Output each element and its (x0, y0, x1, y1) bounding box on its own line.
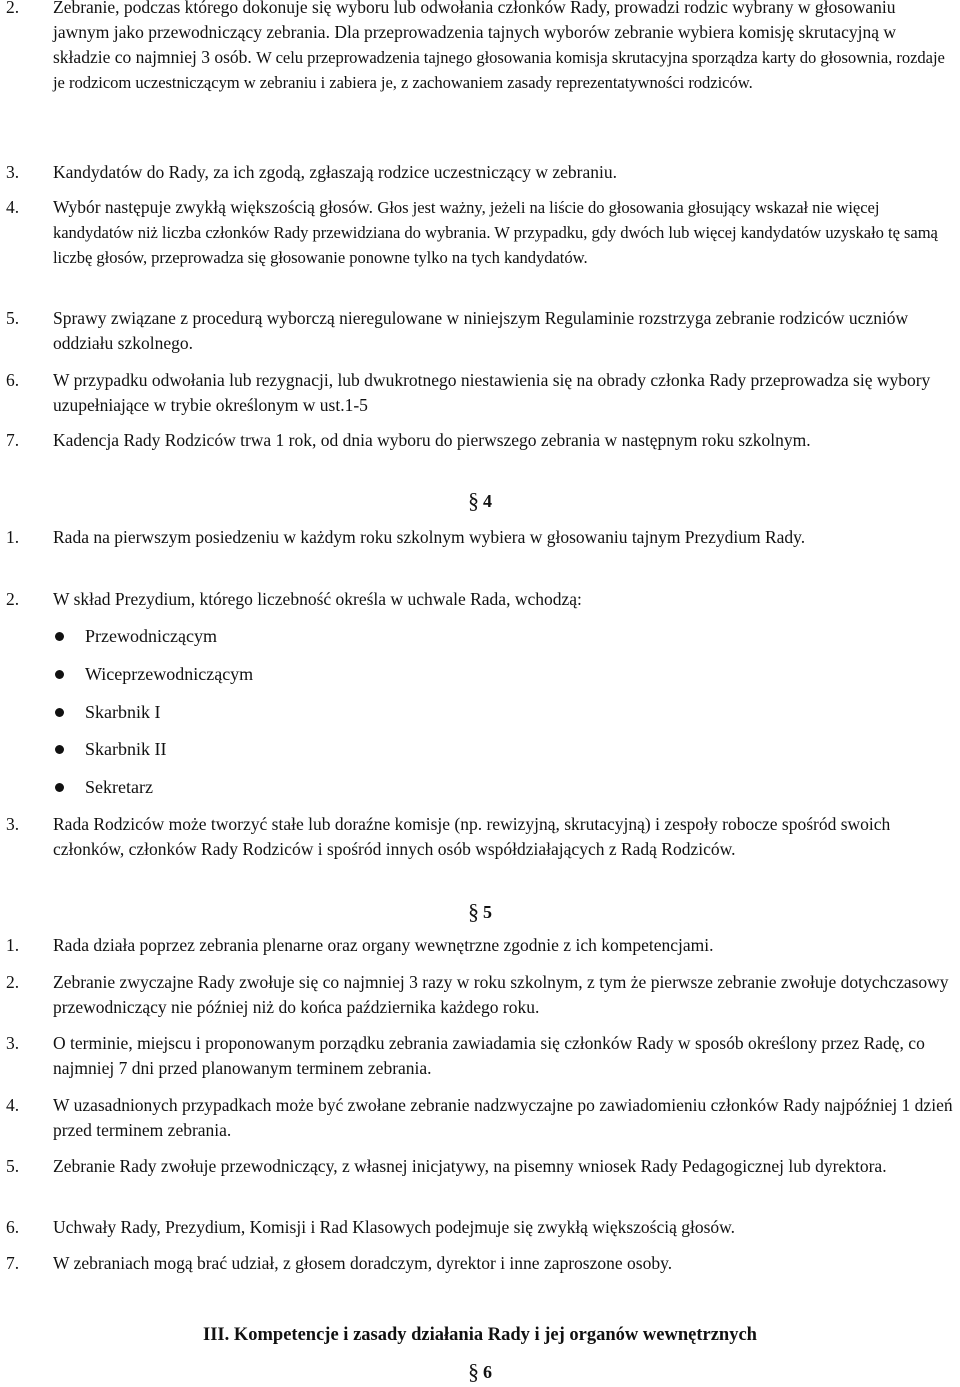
list-item (6, 1215, 956, 1240)
bullet-text: Sekretarz (85, 777, 153, 797)
section-symbol: § (468, 899, 479, 924)
item-text: Zebranie Rady zwołuje przewodniczący, z własnej inicjatywy, na pisemny wniosek Rady Pedagogicznej lub dyrektora. (53, 1156, 887, 1176)
item-number: 2. (6, 0, 20, 17)
list-item (6, 933, 956, 958)
item-number: 2. (6, 972, 20, 992)
section-number: 6 (483, 1362, 492, 1382)
bullet-dot (55, 708, 64, 717)
section-number: 4 (483, 491, 492, 511)
list-item (6, 0, 956, 95)
item-text: Zebranie zwyczajne Rady zwołuje się co najmniej 3 razy w roku szkolnym, z tym że pierwsze zebranie zwołuje dotychczasowy przewodniczący nie później niż do końca października każdego roku. (53, 972, 949, 1017)
bullet-dot (55, 783, 64, 792)
item-number: 1. (6, 527, 20, 547)
bullet-item (55, 775, 153, 800)
list-item (6, 160, 956, 185)
item-number: 3. (6, 162, 20, 182)
bullet-dot (55, 670, 64, 679)
bullet-text: Wiceprzewodniczącym (85, 664, 254, 684)
item-text-continued: W celu przeprowadzenia tajnego głosowania komisja skrutacyjna sporządza karty do głosownia, rozdaje je rodzicom uczestniczącym w zebraniu i zabiera je, z zachowaniem zasady reprezentatywności rodziców. (53, 48, 945, 92)
list-item (6, 1093, 956, 1143)
bullet-dot (55, 632, 64, 641)
list-item (6, 306, 956, 356)
item-number: 4. (6, 1095, 20, 1115)
item-number: 7. (6, 1253, 20, 1273)
item-number: 1. (6, 935, 20, 955)
item-text: Kadencja Rady Rodziców trwa 1 rok, od dnia wyboru do pierwszego zebrania w następnym roku szkolnym. (53, 430, 811, 450)
chapter-title: III. Kompetencje i zasady działania Rady i jej organów wewnętrznych (203, 1325, 757, 1345)
item-number: 3. (6, 814, 20, 834)
bullet-text: Skarbnik I (85, 702, 161, 722)
bullet-item (55, 662, 253, 687)
item-number: 5. (6, 1156, 20, 1176)
list-item (6, 368, 956, 418)
bullet-dot (55, 745, 64, 754)
item-text: Sprawy związane z procedurą wyborczą nieregulowane w niniejszym Regulaminie rozstrzyga zebranie rodziców uczniów oddziału szkolnego. (53, 308, 909, 353)
section-symbol: § (468, 1359, 479, 1384)
item-text: Zebranie, podczas którego dokonuje się wyboru lub odwołania członków Rady, prowadzi rodzic wybrany w głosowaniu jawnym jako przewodniczący zebrania. Dla przeprowadzenia tajnych wyborów zebranie wybiera komisję skrutacyjną w składzie co najmniej 3 osób. (53, 0, 897, 67)
item-text: Rada Rodziców może tworzyć stałe lub doraźne komisje (np. rewizyjną, skrutacyjną) i zespoły robocze spośród swoich członków, członków Rady Rodziców i spośród innych osób współdziałających z Radą Rodziców. (53, 814, 891, 859)
item-number: 6. (6, 370, 20, 390)
bullet-text: Przewodniczącym (85, 626, 217, 646)
item-text: Rada na pierwszym posiedzeniu w każdym roku szkolnym wybiera w głosowaniu tajnym Prezydium Rady. (53, 527, 806, 547)
section-symbol: § (468, 488, 479, 513)
list-item (6, 1251, 956, 1276)
item-text-continued: Głos jest ważny, jeżeli na liście do głosowania głosujący wskazał nie więcej kandydatów niż liczba członków Rady przewidziana do wybrania. W przypadku, gdy dwóch lub więcej kandydatów uzyskało tę samą liczbę głosów, przeprowadza się głosowanie ponowne tylko na tych kandydatów. (53, 198, 938, 267)
item-text: O terminie, miejscu i proponowanym porządku zebrania zawiadamia się członków Rady w sposób określony przez Radę, co najmniej 7 dni przed planowanym terminem zebrania. (53, 1033, 925, 1078)
bullet-item (55, 737, 166, 762)
section-heading-6 (0, 1359, 960, 1385)
item-text: W zebraniach mogą brać udział, z głosem doradczym, dyrektor i inne zaproszone osoby. (53, 1253, 673, 1273)
item-number: 2. (6, 589, 20, 609)
bullet-item (55, 624, 217, 649)
item-text: Wybór następuje zwykłą większością głosów. (53, 197, 374, 217)
list-item (6, 525, 956, 550)
list-item (6, 812, 956, 862)
item-text: Rada działa poprzez zebrania plenarne oraz organy wewnętrzne zgodnie z ich kompetencjami. (53, 935, 714, 955)
item-number: 5. (6, 308, 20, 328)
item-number: 6. (6, 1217, 20, 1237)
section-number: 5 (483, 902, 492, 922)
bullet-text: Skarbnik II (85, 739, 167, 759)
list-item (6, 195, 956, 270)
item-number: 7. (6, 430, 20, 450)
list-item (6, 428, 956, 453)
bullet-item (55, 700, 161, 725)
item-text: Kandydatów do Rady, za ich zgodą, zgłaszają rodzice uczestniczący w zebraniu. (53, 162, 617, 182)
list-item (6, 1154, 956, 1179)
list-item (6, 587, 956, 612)
item-text: W uzasadnionych przypadkach może być zwołane zebranie nadzwyczajne po zawiadomieniu członków Rady najpóźniej 1 dzień przed terminem zebrania. (53, 1095, 953, 1140)
item-text: W skład Prezydium, którego liczebność określa w uchwale Rada, wchodzą: (53, 589, 582, 609)
item-text: W przypadku odwołania lub rezygnacji, lub dwukrotnego niestawienia się na obrady członka Rady przeprowadza się wybory uzupełniające w trybie określonym w ust.1-5 (53, 370, 931, 415)
list-item (6, 1031, 956, 1081)
item-text: Uchwały Rady, Prezydium, Komisji i Rad Klasowych podejmuje się zwykłą większością głosów. (53, 1217, 736, 1237)
item-number: 3. (6, 1033, 20, 1053)
list-item (6, 970, 956, 1020)
item-number: 4. (6, 197, 20, 217)
section-heading-5 (0, 899, 960, 925)
section-heading-4 (0, 488, 960, 514)
